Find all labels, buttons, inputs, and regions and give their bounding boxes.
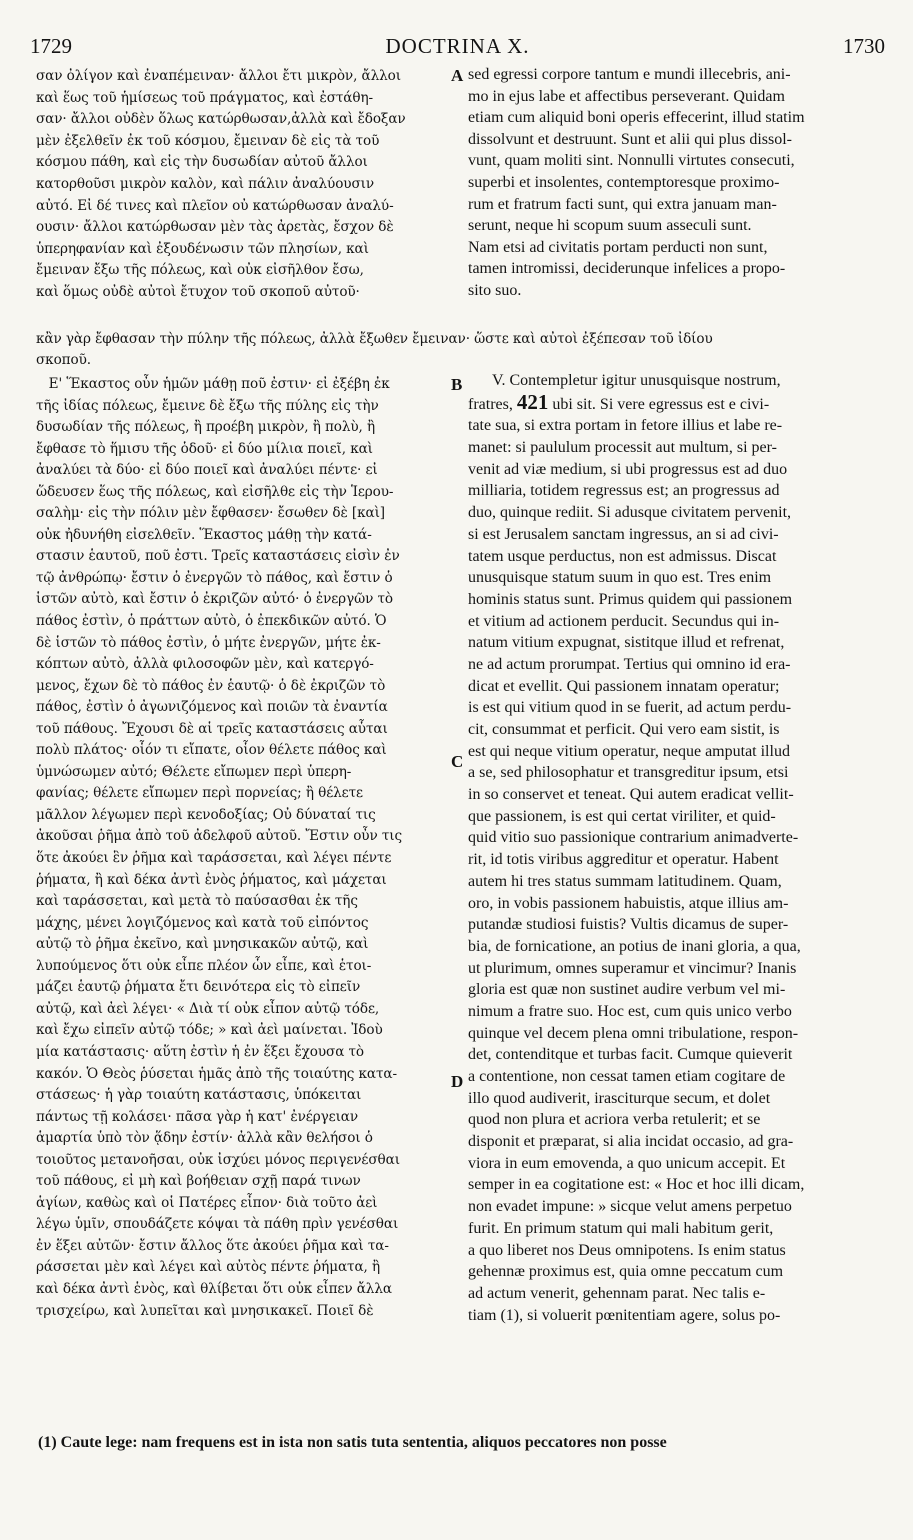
text-line: venit ad viæ medium, si ubi progressus est ad duo: [468, 460, 788, 478]
text-line: οὐκ ἠδυνήθη εἰσελθεῖν. Ἕκαστος μάθῃ τὴν κατά-: [36, 526, 372, 543]
text-line: illo quod audiverit, irasciturque secum, et dolet: [468, 1089, 771, 1107]
running-title: DOCTRINA X.: [385, 34, 530, 58]
text-line: furit. En primum statum qui mali habitum gerit,: [468, 1219, 774, 1237]
text-line: καὶ ἕως τοῦ ἡμίσεως τοῦ πράγματος, καὶ ἐστάθη-: [36, 89, 373, 106]
text-line: cit, consummat et perficit. Qui vero eam sistit, is: [468, 721, 780, 738]
text-fragment: fratres,: [468, 395, 517, 413]
text-line: rit, id totis viribus aggreditur et operatur. Habent: [468, 851, 779, 869]
text-line: ἔφθασε τὸ ἥμισυ τῆς ὁδοῦ· εἰ δύο μίλια ποιεῖ, καὶ: [36, 440, 373, 457]
text-line: Nam etsi ad civitatis portam perducti non sunt,: [468, 238, 768, 256]
text-line: καὶ ὅμως οὐδὲ αὐτοὶ ἔτυχον τοῦ σκοποῦ αὐτοῦ·: [36, 283, 360, 300]
latin-lines: [468, 415, 878, 1326]
text-line: superbi et insolentes, contemptoresque proximo-: [468, 173, 780, 191]
text-line: tiam (1), si voluerit pœnitentiam agere, solus po-: [468, 1306, 781, 1324]
text-line: a se, sed philosophatur et transgreditur ipsum, etsi: [468, 764, 789, 782]
text-line: μὲν ἐξελθεῖν ἐκ τοῦ κόσμου, ἔμειναν δὲ εἰς τὰ τοῦ: [36, 132, 380, 149]
text-line: κατορθοῦσι μικρὸν καλὸν, καὶ πάλιν ἀναλύουσιν: [36, 175, 375, 192]
text-line: putandæ studiosi fuistis? Vultis dicamus de super-: [468, 916, 789, 934]
text-line: autem hi tres status summam latitudinem. Quam,: [468, 872, 782, 890]
text-line: ὑπερηφανίαν καὶ ἐξουδένωσιν τῶν πλησίων, καὶ: [36, 240, 369, 257]
text-line: πάθος ἐστὶν, ὁ πράττων αὐτὸ, ὁ ἐπεκδικῶν αὐτό. Ὁ: [36, 613, 387, 630]
text-line: hominis status sunt. Primus quidem qui passionem: [468, 590, 793, 608]
text-line: ὥδευσεν ἕως τῆς πόλεως, καὶ εἰσῆλθε εἰς τὴν Ἱερου-: [36, 483, 394, 500]
text-line: λέγω ὑμῖν, σπουδάζετε κόψαι τὰ πάθη πρὶν γενέσθαι: [36, 1216, 399, 1233]
text-line: καὶ ταράσσεται, καὶ μετὰ τὸ παύσασθαι ἐκ τῆς: [36, 893, 358, 910]
text-line: κόσμου πάθη, καὶ εἰς τὴν δυσωδίαν αὐτοῦ ἄλλοι: [36, 154, 368, 171]
text-line: δυσωδίαν τῆς πόλεως, ἢ προέβη μικρὸν, ἢ πολὺ, ἢ: [36, 419, 376, 436]
text-line: det, contenditque et turbas facit. Cumque quieverit: [468, 1046, 793, 1064]
text-line: κακόν. Ὁ Θεὸς ῥύσεται ἡμᾶς ἀπὸ τῆς τοιαύτης κατα-: [36, 1065, 397, 1082]
text-line: στάσεως· ἡ γὰρ τοιαύτη κατάστασις, ὑπόκειται: [36, 1087, 362, 1104]
text-line: ράσσεται μὲν καὶ λέγει καὶ αὐτὸς πέντε ῥήματα, ἢ: [36, 1259, 381, 1276]
text-line: si est Jerusalem sanctam ingressus, an si ad civi-: [468, 525, 779, 543]
text-fragment: ubi sit. Si vere egressus est e civi-: [548, 395, 770, 413]
text-line: semper in ea cogitatione est: « Hoc et hoc illi dicam,: [468, 1176, 805, 1194]
text-line: σαλὴμ· εἰς τὴν πόλιν μὲν ἔφθασεν· ἔσωθεν δὲ [καὶ]: [36, 505, 386, 522]
latin-column-section-v: [468, 370, 878, 1326]
text-line: mo in ejus labe et affectibus perseverant. Quidam: [468, 87, 785, 105]
text-line: τρισχείρω, καὶ λυπεῖται καὶ μνησικακεῖ. Ποιεῖ δὲ: [36, 1302, 374, 1319]
text-line: τοιοῦτος μετανοῆσαι, οὐκ ἰσχύει μόνος περιγενέσθαι: [36, 1151, 400, 1168]
text-line: sed egressi corpore tantum e mundi illecebris, ani-: [468, 66, 791, 83]
text-line: tate sua, si extra portam in fetore illius et labe re-: [468, 417, 783, 435]
margin-marker-c: C: [451, 752, 464, 771]
text-line: καὶ ἔχω εἰπεῖν αὐτῷ τόδε; » καὶ ἀεὶ μαίνεται. Ἰδοὺ: [36, 1022, 383, 1039]
text-line: ἀκοῦσαι ῥῆμα ἀπὸ τοῦ ἀδελφοῦ αὐτοῦ. Ἔστιν οὖν τις: [36, 828, 402, 845]
text-line: vunt, quam moliti sint. Nonnulli virtutes consecuti,: [468, 152, 795, 170]
margin-marker-b: B: [451, 375, 463, 394]
text-line: αὐτῷ τὸ ῥῆμα ἐκεῖνο, καὶ μνησικακῶν αὐτῷ, καὶ: [36, 936, 369, 953]
text-line: πολὺ πλάτος· οἷόν τι εἴπατε, οἷον θέλετε πάθος καὶ: [36, 742, 387, 759]
text-line: a contentione, non cessat tamen etiam cogitare de: [468, 1068, 786, 1085]
text-line: κἂν γὰρ ἔφθασαν τὴν πύλην τῆς πόλεως, ἀλλὰ ἔξωθεν ἔμειναν· ὥστε καὶ αὐτοὶ ἐξέπεσαν τοῦ ἰδίου: [36, 331, 713, 347]
text-line: Ε' Ἕκαστος οὖν ἡμῶν μάθῃ ποῦ ἐστιν· εἰ ἐξέβη ἐκ: [36, 376, 390, 392]
text-line: κόπτων αὐτὸ, ἀλλὰ φιλοσοφῶν μὲν, καὶ κατεργό-: [36, 656, 374, 673]
text-line: ἀναλύει τὰ δύο· εἰ δύο ποιεῖ καὶ ἀναλύει πέντε· εἰ: [36, 462, 378, 479]
text-line: [468, 392, 878, 416]
text-line: σκοποῦ.: [36, 352, 91, 368]
margin-marker-a: A: [451, 66, 464, 85]
text-line: oro, in vobis passionem habuistis, atque illius am-: [468, 894, 789, 912]
text-line: τῆς ἰδίας πόλεως, ἔμεινε δὲ ἔξω τῆς πύλης εἰς τὴν: [36, 397, 379, 414]
text-line: ad actum venerit, gehennam parat. Nec talis e-: [468, 1284, 766, 1302]
text-line: ἁγίων, καθὼς καὶ οἱ Πατέρες εἶπον· διὰ τοῦτο ἀεὶ: [36, 1194, 378, 1211]
text-line: λυπούμενος ὅτι οὐκ εἶπε πλέον ὧν εἶπε, καὶ ἑτοι-: [36, 957, 372, 974]
text-line: manet: si paululum processit aut multum, si per-: [468, 439, 777, 457]
text-line: bia, de fornicatione, an potius de inani gloria, a qua,: [468, 937, 801, 955]
text-line: μενος, ἔχων δὲ τὸ πάθος ἐν ἑαυτῷ· ὁ δὲ ἐκριζῶν τὸ: [36, 677, 386, 694]
text-line: est qui neque vitium operatur, neque amputat illud: [468, 742, 790, 760]
text-line: ἁμαρτία ὑπὸ τὸν ᾅδην ἐστίν· ἀλλὰ κἂν θελήσοι ὁ: [36, 1130, 373, 1147]
text-line: τοῦ πάθους, εἰ μὴ καὶ βοήθειαν σχῇ παρά τινων: [36, 1173, 361, 1190]
text-line: gloria est quæ non sustinet audire verbum vel mi-: [468, 981, 786, 999]
text-line: μία κατάστασις· αὕτη ἐστὶν ἡ ἐν ἕξει ἔχουσα τὸ: [36, 1043, 365, 1060]
text-line: tatem usque perductus, non est admissus. Discat: [468, 547, 777, 565]
text-line: viora in eum emovenda, a quo unicum accepit. Et: [468, 1154, 786, 1172]
text-line: δὲ ἱστῶν τὸ πάθος ἐστὶν, ὁ μήτε ἐνεργῶν, μήτε ἐκ-: [36, 634, 381, 651]
text-line: milliaria, totidem regressus est; an progressus ad: [468, 482, 780, 500]
text-line: tamen intromissi, deciderunque infelices a propo-: [468, 260, 786, 278]
text-line: dicat et evellit. Qui passionem innatam operatur;: [468, 677, 780, 695]
text-line: dissolvunt et destruunt. Sunt et alii qui plus dissol-: [468, 130, 792, 148]
text-line: ἱστῶν αὐτὸ, καὶ ἔστιν ὁ ἐκριζῶν αὐτό· ὁ ἐνεργῶν τὸ: [36, 591, 393, 608]
text-line: καὶ δέκα ἀντὶ ἑνὸς, καὶ θλίβεται ὅτι οὐκ εἶπεν ἄλλα: [36, 1280, 392, 1297]
text-line: non evadet impune: » sicque velut amens perpetuo: [468, 1198, 792, 1216]
text-line: nimum a fratre suo. Hoc est, cum quis unico verbo: [468, 1002, 792, 1020]
latin-column-top: [468, 64, 878, 302]
text-line: ουσιν· ἄλλοι κατώρθωσαν μὲν τὰς ἀρετὰς, ἔσχον δὲ: [36, 219, 394, 236]
text-line: ἐν ἕξει αὐτῶν· ἔστιν ἄλλος ὅτε ἀκούει ῥῆμα καὶ τα-: [36, 1237, 389, 1254]
text-line: que passionem, is est qui certat viriliter, et quid-: [468, 807, 776, 825]
page-number-left: 1729: [30, 34, 72, 58]
greek-column-section-v: [36, 374, 446, 1322]
text-line: duo, quinque rediit. Si adusque civitatem pervenit,: [468, 504, 792, 522]
text-line: et vitium ad actionem perducit. Secundus qui in-: [468, 612, 780, 630]
text-line: σαν ὀλίγον καὶ ἐναπέμειναν· ἄλλοι ἔτι μικρὸν, ἄλλοι: [36, 68, 401, 84]
greek-full-width-lines: [36, 329, 882, 371]
text-line: natum vitium expugnat, sistitque illud et refrenat,: [468, 634, 785, 652]
text-line: σαν· ἄλλοι οὐδὲν ὅλως κατώρθωσαν,ἀλλὰ καὶ ἔδοξαν: [36, 111, 406, 128]
text-line: quinque vel decem plena omni tribulatione, respon-: [468, 1024, 799, 1042]
text-line: ὑμνώσωμεν αὐτό; Θέλετε εἴπωμεν περὶ ὑπερη-: [36, 763, 352, 780]
column-number: 421: [516, 391, 549, 414]
text-line: φανίας; θέλετε εἴπωμεν περὶ πορνείας; ἢ θέλετε: [36, 785, 363, 802]
text-line: αὐτό. Εἰ δέ τινες καὶ πλεῖον οὐ κατώρθωσαν ἀναλύ-: [36, 197, 394, 214]
text-line: ne ad actum prorumpat. Tertius qui omnino id era-: [468, 655, 791, 673]
text-line: V. Contempletur igitur unusquisque nostrum,: [492, 372, 781, 389]
text-line: πάθος, ἐστὶν ὁ ἀγωνιζόμενος καὶ ποιῶν τὰ ἐναντία: [36, 699, 388, 716]
text-line: sito suo.: [468, 281, 522, 299]
footnote: (1) Caute lege: nam frequens est in ista non satis tuta sententia, aliquos peccatores non posse: [38, 1434, 667, 1451]
page-header: [30, 34, 885, 64]
text-line: ut plurimum, omnes superamur et vincimur? Inanis: [468, 959, 797, 977]
text-line: ῥήματα, ἢ καὶ δέκα ἀντὶ ἑνὸς ῥήματος, καὶ μάχεται: [36, 871, 387, 888]
text-line: μάχης, μένει λογιζόμενος καὶ κατὰ τοῦ εἰπόντος: [36, 914, 369, 931]
text-line: ὅτε ἀκούει ἓν ῥῆμα καὶ ταράσσεται, καὶ λέγει πέντε: [36, 850, 392, 867]
text-line: μάζει ἑαυτῷ ῥήματα ἔτι δεινότερα εἰς τὸ εἰπεῖν: [36, 979, 361, 996]
text-line: τῷ ἀνθρώπῳ· ἔστιν ὁ ἐνεργῶν τὸ πάθος, καὶ ἔστιν ὁ: [36, 569, 393, 586]
text-line: etiam cum aliquid boni operis effecerint, illud statim: [468, 109, 805, 127]
greek-column-top: [36, 66, 446, 304]
text-line: τοῦ πάθους. Ἔχουσι δὲ αἱ τρεῖς καταστάσεις αὗται: [36, 720, 388, 737]
text-line: quid vitio suo passionique contrarium animadverte-: [468, 829, 799, 847]
margin-marker-d: D: [451, 1072, 464, 1091]
text-line: στασιν ἑαυτοῦ, ποῦ ἐστι. Τρεῖς καταστάσεις εἰσὶν ἐν: [36, 548, 400, 565]
text-line: disponit et præparat, si alia incidat occasio, ad gra-: [468, 1133, 794, 1151]
text-line: αὐτῷ, καὶ ἀεὶ λέγει· « Διὰ τί οὐκ εἶπον αὐτῷ τόδε,: [36, 1000, 380, 1017]
text-line: gehennæ proximus est, quia omne peccatum cum: [468, 1263, 784, 1281]
page-number-right: 1730: [843, 34, 885, 58]
text-line: serunt, neque hi scopum suum asseculi sunt.: [468, 217, 752, 235]
text-line: is est qui vitium quod in se fuerit, ad actum perdu-: [468, 699, 792, 717]
text-line: a quo liberet nos Deus omnipotens. Is enim status: [468, 1241, 786, 1259]
text-line: in so conservet et teneat. Qui autem eradicat vellit-: [468, 786, 794, 804]
text-line: πάντως τῇ κολάσει· πᾶσα γὰρ ἡ κατ' ἐνέργειαν: [36, 1108, 359, 1125]
text-line: rum et fratrum facti sunt, qui extra januam man-: [468, 195, 777, 213]
text-line: μᾶλλον λέγωμεν περὶ κενοδοξίας; Οὐ δύναταί τις: [36, 806, 376, 823]
text-line: unusquisque statum suum in quo est. Tres enim: [468, 569, 772, 587]
text-line: quod non plura et acriora verba retulerit; et se: [468, 1111, 761, 1129]
text-line: ἔμειναν ἔξω τῆς πόλεως, καὶ οὐκ εἰσῆλθον ἔσω,: [36, 262, 364, 279]
